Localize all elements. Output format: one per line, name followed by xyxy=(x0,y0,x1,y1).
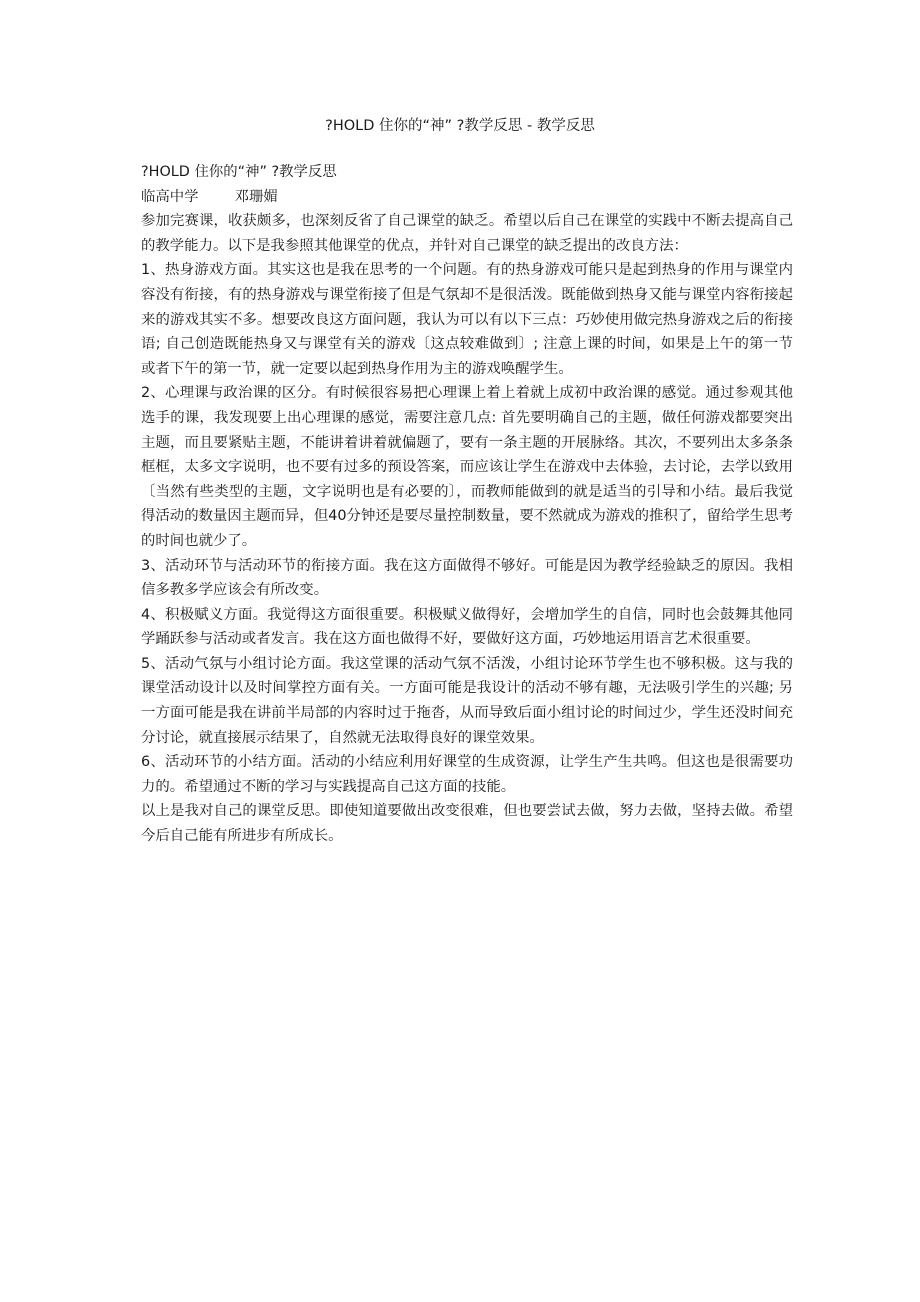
paragraph-point-1: 1、热身游戏方面。其实这也是我在思考的一个问题。有的热身游戏可能只是起到热身的作用与课堂内容没有衔接，有的热身游戏与课堂衔接了但是气氛却不是很活泼。既能做到热身又能与课堂内容衔接起来的游戏其实不多。想要改良这方面问题，我认为可以有以下三点：巧妙使用做完热身游戏之后的衔接语; 自己创造既能热身又与课堂有关的游戏〔这点较难做到〕; 注意上课的时间，如果是上午的第一节或者下午的第一节，就一定要以起到热身作用为主的游戏唤醒学生。 xyxy=(141,262,793,377)
paragraph-point-5: 5、活动气氛与小组讨论方面。我这堂课的活动气氛不活泼，小组讨论环节学生也不够积极。这与我的课堂活动设计以及时间掌控方面有关。一方面可能是我设计的活动不够有趣，无法吸引学生的兴趣; 另一方面可能是我在讲前半局部的内容时过于拖沓，从而导致后面小组讨论的时间过少，学生还没时间充分讨论，就直接展示结果了，自然就无法取得良好的课堂效果。 xyxy=(141,655,793,746)
paragraph-point-4: 4、积极赋义方面。我觉得这方面很重要。积极赋义做得好，会增加学生的自信，同时也会鼓舞其他同学踊跃参与活动或者发言。我在这方面也做得不好，要做好这方面，巧妙地运用语言艺术很重要。 xyxy=(141,606,793,648)
author-name: 邓珊媚 xyxy=(234,188,278,205)
school-name: 临高中学 xyxy=(141,188,199,205)
paragraph-conclusion: 以上是我对自己的课堂反思。即使知道要做出改变很难，但也要尝试去做，努力去做，坚持去做。希望今后自己能有所进步有所成长。 xyxy=(141,803,793,845)
paragraph-intro: 参加完赛课，收获颇多，也深刻反省了自己课堂的缺乏。希望以后自己在课堂的实践中不断去提高自己的教学能力。以下是我参照其他课堂的优点，并针对自己课堂的缺乏提出的改良方法： xyxy=(141,213,793,254)
paragraph-point-3: 3、活动环节与活动环节的衔接方面。我在这方面做得不够好。可能是因为教学经验缺乏的原因。我相信多教多学应该会有所改变。 xyxy=(141,557,793,599)
paragraph-point-2: 2、心理课与政治课的区分。有时候很容易把心理课上着上着就上成初中政治课的感觉。通过参观其他选手的课，我发现要上出心理课的感觉，需要注意几点: 首先要明确自己的主题，做任何游戏都要突出主题，而且要紧贴主题，不能讲着讲着就偏题了，要有一条主题的开展脉络。其次，不要列出太多条条框框，太多文字说明，也不要有过多的预设答案，而应该让学生在游戏中去体验，去讨论，去学以致用〔当然有些类型的主题，文字说明也是有必要的〕，而教师能做到的就是适当的引导和小结。最后我觉得活动的数量因主题而异，但40分钟还是要尽量控制数量，要不然就成为游戏的推积了，留给学生思考的时间也就少了。 xyxy=(141,385,793,549)
paragraph-point-6: 6、活动环节的小结方面。活动的小结应利用好课堂的生成资源，让学生产生共鸣。但这也是很需要功力的。希望通过不断的学习与实践提高自己这方面的技能。 xyxy=(141,754,793,795)
article-title: ?HOLD 住你的“神” ?教学反思 xyxy=(141,164,337,180)
article-body xyxy=(141,160,793,849)
page-title: ?HOLD 住你的“神” ?教学反思 - 教学反思 xyxy=(325,118,595,134)
author-line xyxy=(141,185,793,210)
